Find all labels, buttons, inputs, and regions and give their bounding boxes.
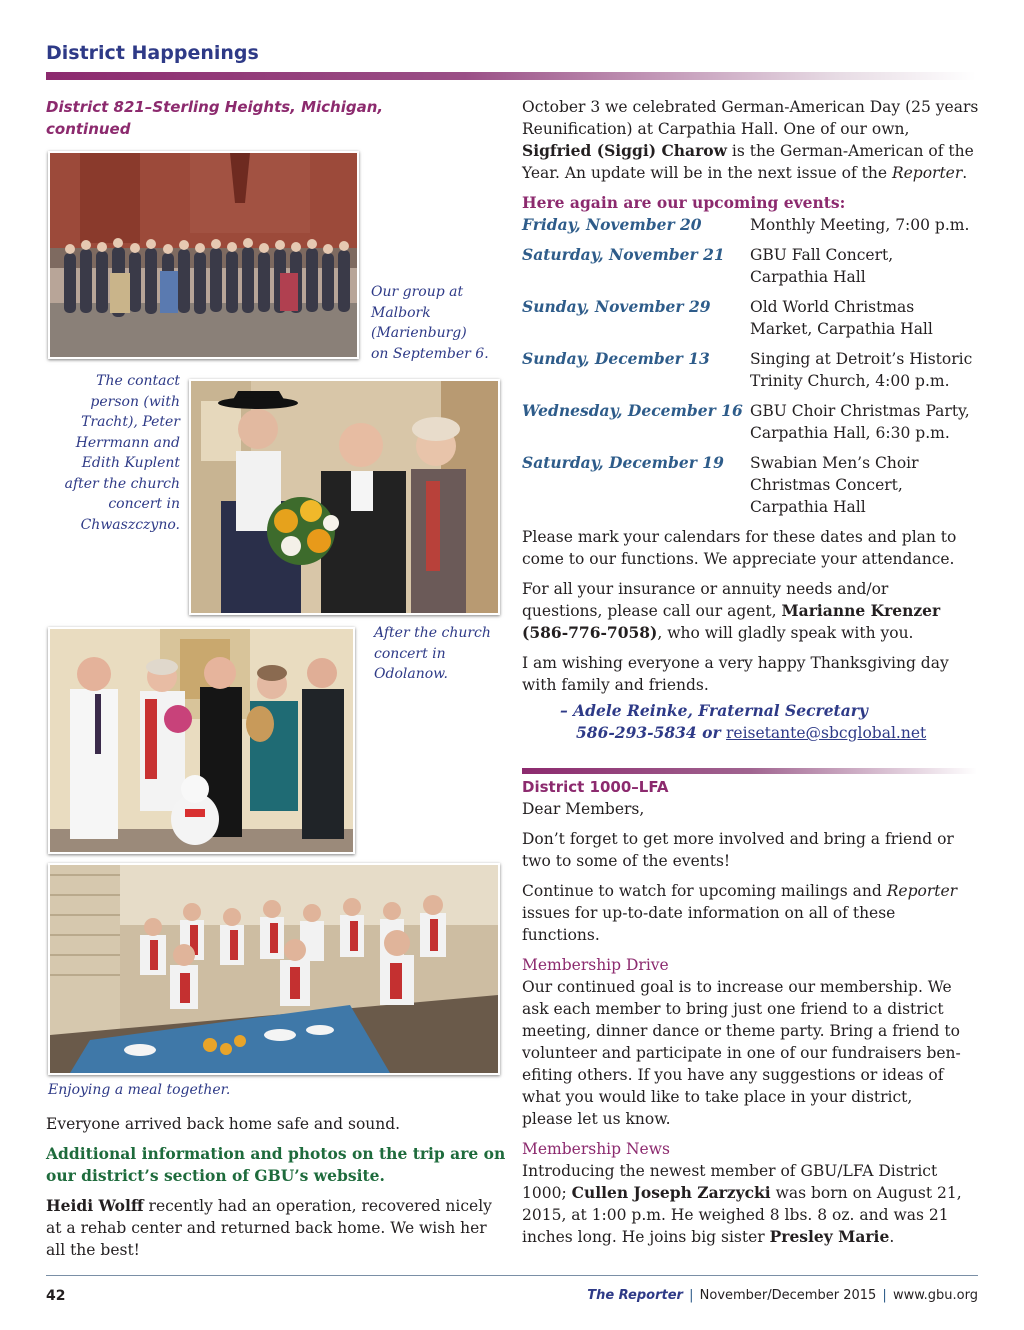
website-info-paragraph: Additional information and photos on the trip are on our district’s section of GBU’s website. (46, 1144, 506, 1185)
events-list (522, 214, 992, 518)
event-row (522, 296, 992, 340)
membership-drive-heading: Membership Drive (522, 956, 669, 974)
issue-date: November/December 2015 (699, 1288, 877, 1303)
page-number: 42 (46, 1288, 66, 1304)
german-american-day-paragraph: October 3 we celebrated German-American Day (25 years Reunification) at Carpathia Hall. One of our own, Sigfried (Siggi) Charow is the German-American of the Year. An update will be in the next issue of the Reporter. (522, 98, 979, 182)
right-column-text (522, 96, 992, 744)
event-desc: Singing at Detroit’s Historic Trinity Church, 4:00 p.m. (750, 350, 973, 390)
greeting: Dear Members, (522, 800, 645, 818)
photo-group-malbork (48, 151, 359, 359)
website-link[interactable]: www.gbu.org (892, 1288, 978, 1303)
district-821-heading: District 821–Sterling Heights, Michigan, continued (46, 98, 384, 138)
footer-separator: | (882, 1288, 887, 1303)
event-desc: Old World Christmas Market, Carpathia Hall (750, 298, 933, 338)
caption-odolanow: After the church concert in Odolanow. (374, 625, 491, 682)
event-desc: GBU Fall Concert, Carpathia Hall (750, 246, 894, 286)
signature-name: – Adele Reinke, Fraternal Secretary (560, 701, 868, 720)
left-body-text (46, 1113, 506, 1269)
section-divider (522, 768, 977, 774)
photo-meal (48, 863, 500, 1075)
photo-contact-person (189, 379, 500, 615)
event-desc: Monthly Meeting, 7:00 p.m. (750, 216, 970, 234)
insurance-paragraph: For all your insurance or annuity needs and/or questions, please call our agent, Marianne Krenzer (586-776-7058), who will gladly speak with you. (522, 580, 941, 642)
district-1000-text (522, 776, 992, 1256)
photo-group-malbork-image (50, 153, 357, 357)
event-date: Friday, November 20 (522, 215, 702, 234)
heidi-wolff-paragraph: Heidi Wolff recently had an operation, recovered nicely at a rehab center and returned back home. We wish her all the best! (46, 1196, 492, 1259)
caption-malbork: Our group at Malbork (Marienburg) on September 6. (371, 284, 489, 362)
header-rule (46, 72, 976, 80)
event-row (522, 400, 992, 444)
get-involved-paragraph: Don’t forget to get more involved and bring a friend or two to some of the events! (522, 830, 954, 870)
event-desc: GBU Choir Christmas Party, Carpathia Hall, 6:30 p.m. (750, 402, 970, 442)
membership-drive-paragraph: Our continued goal is to increase our membership. We ask each member to bring just one friend to a district meeting, dinner dance or theme party. Bring a friend to volunteer and participate in one of our fundraisers ben- efiting others. If you have any suggestions or ideas of what you would like to take place in your district, please let us know. (522, 978, 961, 1128)
membership-news-paragraph: Introducing the newest member of GBU/LFA District 1000; Cullen Joseph Zarzycki was born on August 21, 2015, at 1:00 p.m. He weighed 8 lbs. 8 oz. and was 21 inches long. He joins big sister Presley Marie. (522, 1162, 962, 1246)
thanksgiving-paragraph: I am wishing everyone a very happy Thanksgiving day with family and friends. (522, 654, 949, 694)
mailings-paragraph: Continue to watch for upcoming mailings and Reporter issues for up-to-date information on all of these functions. (522, 882, 958, 944)
photo-odolanow-image (50, 629, 353, 852)
photo-odolanow (48, 627, 355, 854)
event-row (522, 244, 992, 288)
footer-rule (46, 1275, 978, 1276)
photo-meal-image (50, 865, 498, 1073)
event-desc: Swabian Men’s Choir Christmas Concert, Carpathia Hall (750, 454, 919, 516)
event-row (522, 348, 992, 392)
event-date: Sunday, November 29 (522, 297, 711, 316)
footer-separator: | (689, 1288, 694, 1303)
section-title: District Happenings (46, 42, 259, 64)
event-row (522, 452, 992, 518)
footer-publication-info (587, 1288, 978, 1303)
signature-email-link[interactable]: reisetante@sbcglobal.net (726, 724, 927, 742)
caption-meal: Enjoying a meal together. (48, 1082, 231, 1098)
publication-name: The Reporter (587, 1288, 683, 1303)
district-1000-heading: District 1000–LFA (522, 778, 669, 796)
event-row (522, 214, 992, 236)
event-date: Saturday, December 19 (522, 453, 724, 472)
photo-contact-person-image (191, 381, 498, 613)
event-date: Wednesday, December 16 (522, 401, 743, 420)
event-date: Saturday, November 21 (522, 245, 725, 264)
events-heading: Here again are our upcoming events: (522, 193, 846, 212)
mark-calendars-paragraph: Please mark your calendars for these dates and plan to come to our functions. We appreciate your attendance. (522, 528, 957, 568)
caption-contact-person: The contact person (with Tracht), Peter Herrmann and Edith Kuplent after the church concert in Chwaszczyno. (64, 373, 180, 533)
event-date: Sunday, December 13 (522, 349, 710, 368)
signature-phone: 586-293-5834 or (576, 723, 727, 742)
signature-block (522, 700, 992, 744)
membership-news-heading: Membership News (522, 1140, 670, 1158)
arrived-home-paragraph: Everyone arrived back home safe and sound. (46, 1115, 401, 1133)
